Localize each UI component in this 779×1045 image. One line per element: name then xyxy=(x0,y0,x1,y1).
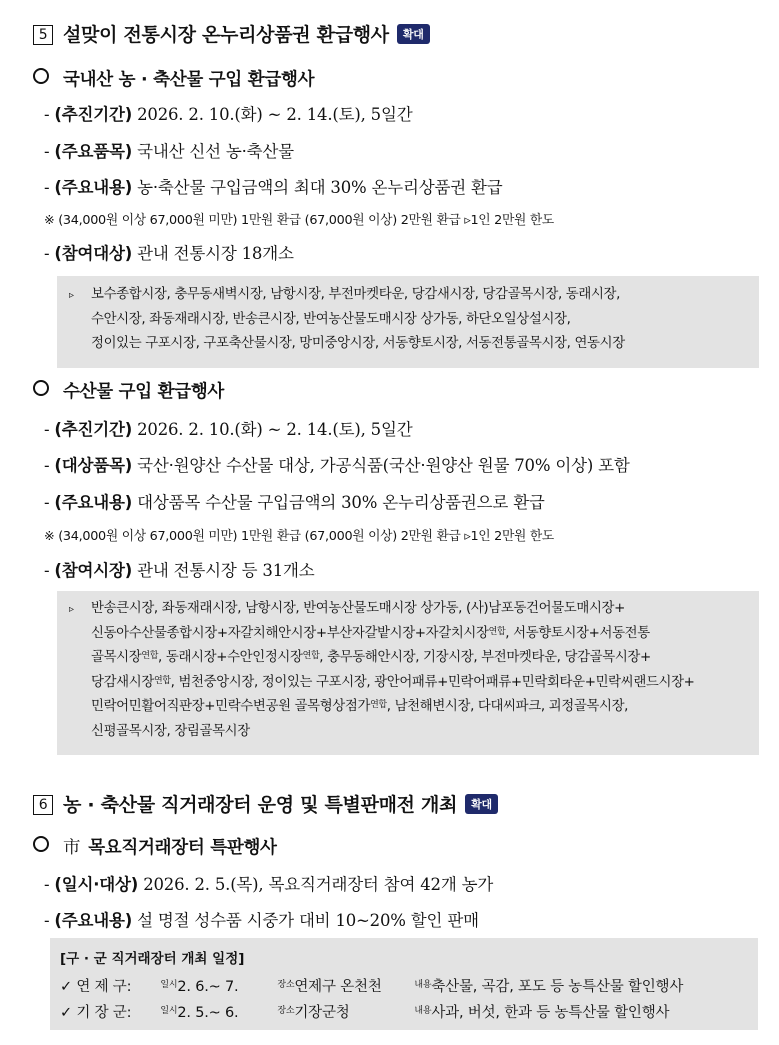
market-line: 신평골목시장, 장림골목시장 xyxy=(91,723,250,739)
subsection-thursday-market xyxy=(33,834,277,859)
label: (일시·대상) xyxy=(54,875,139,894)
date-sup: 일시 xyxy=(160,980,178,990)
value: 국내산 신선 농·축산물 xyxy=(137,142,294,161)
district: 기 장 군: xyxy=(76,1005,132,1021)
schedule-box xyxy=(50,938,758,1030)
date: 2. 5.~ 6. xyxy=(177,1005,239,1021)
alliance-sup: 연합 xyxy=(153,675,171,686)
bullet-items: - (대상품목) 국산·원양산 수산물 대상, 가공식품(국산·원양산 원물 70% 이상) 포함 xyxy=(44,456,630,475)
bullet-content: - (주요내용) 농·축산물 구입금액의 최대 30% 온누리상품권 환급 xyxy=(44,178,503,197)
schedule-row xyxy=(60,974,683,1000)
circle-bullet-icon xyxy=(33,380,49,396)
section-title-text: 농 · 축산물 직거래장터 운영 및 특별판매전 개최 xyxy=(63,794,458,816)
section-title-text: 설맞이 전통시장 온누리상품권 환급행사 xyxy=(63,24,389,46)
section-number: 5 xyxy=(33,25,53,45)
refund-note xyxy=(44,209,554,228)
label: (추진기간) xyxy=(54,105,133,124)
subsection-title: 목요직거래장터 특판행사 xyxy=(88,838,277,858)
city-prefix: 市 xyxy=(63,838,81,858)
place: 연제구 온천천 xyxy=(294,979,382,995)
value: 국산·원양산 수산물 대상, 가공식품(국산·원양산 원물 70% 이상) 포함 xyxy=(137,456,630,475)
place: 기장군청 xyxy=(294,1005,350,1021)
section-5-title xyxy=(33,20,430,47)
subsection-agri-refund xyxy=(33,66,314,91)
market-line: ▹ 반송큰시장, 좌동재래시장, 남항시장, 반여농산물도매시장 상가동, (사)남포동건어물도매시장+ xyxy=(69,597,625,623)
bullet-content: - (주요내용) 대상품목 수산물 구입금액의 30% 온누리상품권으로 환급 xyxy=(44,493,545,512)
place-sup: 장소 xyxy=(277,980,295,990)
content-sup: 내용 xyxy=(414,980,432,990)
market-line: 민락어민활어직판장+민락수변공원 골목형상점가$^{연합}$, 남천해변시장, 다대씨파크, 괴정골목시장, xyxy=(91,699,629,714)
check-icon: ✓ xyxy=(60,979,72,995)
alliance-sup: 연합 xyxy=(302,651,320,661)
section-number: 6 xyxy=(33,795,53,815)
value: 관내 전통시장 18개소 xyxy=(137,244,294,263)
market-line: 정이있는 구포시장, 구포축산물시장, 망미중앙시장, 서동향토시장, 서동전통골목시장, 연동시장 xyxy=(91,336,625,351)
market-line: 신동아수산물종합시장+자갈치해안시장+부산자갈밭시장+자갈치시장$^{연합}$, 서동향토시장+서동전통 xyxy=(91,625,650,641)
expand-badge: 확대 xyxy=(465,794,498,814)
expand-badge: 확대 xyxy=(397,24,430,44)
bullet-date: - (일시·대상) 2026. 2. 5.(목), 목요직거래장터 참여 42개 농가 xyxy=(44,875,494,894)
market-list-box-2 xyxy=(57,591,759,755)
subsection-fish-refund xyxy=(33,378,224,403)
label: (참여시장) xyxy=(54,561,133,580)
bullet-content: - (주요내용) 설 명절 성수품 시중가 대비 10~20% 할인 판매 xyxy=(44,911,479,930)
district: 연 제 구: xyxy=(76,979,132,995)
bullet-period: - (추진기간) 2026. 2. 10.(화) ~ 2. 14.(토), 5일간 xyxy=(44,420,413,439)
value: 2026. 2. 5.(목), 목요직거래장터 참여 42개 농가 xyxy=(143,875,494,894)
date: 2. 6.~ 7. xyxy=(177,979,239,995)
label: (주요품목) xyxy=(54,142,133,161)
market-list-box-1 xyxy=(57,276,759,368)
refund-note xyxy=(44,525,554,544)
alliance-sup: 연합 xyxy=(370,700,387,710)
triangle-bullet-icon: ▹ xyxy=(69,290,74,301)
bullet-period: - (추진기간) 2026. 2. 10.(화) ~ 2. 14.(토), 5일간 xyxy=(44,105,413,124)
market-line: ▹ 보수종합시장, 충무동새벽시장, 남항시장, 부전마켓타운, 당감새시장, 당감골목시장, 동래시장, xyxy=(69,283,620,309)
alliance-sup: 연합 xyxy=(141,651,159,661)
value: 2026. 2. 10.(화) ~ 2. 14.(토), 5일간 xyxy=(137,105,413,124)
date-sup: 일시 xyxy=(160,1006,178,1016)
schedule-title: [구 · 군 직거래장터 개최 일정] xyxy=(60,951,245,967)
circle-bullet-icon xyxy=(33,68,49,84)
label: (대상품목) xyxy=(54,456,133,475)
label: (주요내용) xyxy=(54,178,133,197)
alliance-sup: 연합 xyxy=(488,626,506,637)
label: (추진기간) xyxy=(54,420,133,439)
market-line: 골목시장$^{연합}$, 동래시장+수안인정시장$^{연합}$, 충무동해안시장, 기장시장, 부전마켓타운, 당감골목시장+ xyxy=(91,650,651,665)
market-line: 수안시장, 좌동재래시장, 반송큰시장, 반여농산물도매시장 상가동, 하단오일상설시장, xyxy=(91,311,571,327)
subsection-title: 수산물 구입 환급행사 xyxy=(63,382,225,402)
value: 농·축산물 구입금액의 최대 30% 온누리상품권 환급 xyxy=(137,178,503,197)
label: (주요내용) xyxy=(54,911,133,930)
schedule-row xyxy=(60,1000,669,1026)
section-6-title xyxy=(33,790,498,817)
value: 2026. 2. 10.(화) ~ 2. 14.(토), 5일간 xyxy=(137,420,413,439)
note-text: (34,000원 이상 67,000원 미만) 1만원 환급 (67,000원 이상) 2만원 환급 ▹1인 2만원 한도 xyxy=(58,529,554,544)
value: 관내 전통시장 등 31개소 xyxy=(137,561,315,580)
content-sup: 내용 xyxy=(414,1006,432,1016)
market-line: 당감새시장$^{연합}$, 범천중앙시장, 정이있는 구포시장, 광안어패류+민락어패류+민락회타운+민락씨랜드시장+ xyxy=(91,674,695,690)
note-mark: ※ xyxy=(44,529,55,544)
note-text: (34,000원 이상 67,000원 미만) 1만원 환급 (67,000원 이상) 2만원 환급 ▹1인 2만원 한도 xyxy=(58,213,554,228)
value: 설 명절 성수품 시중가 대비 10~20% 할인 판매 xyxy=(137,911,479,930)
subsection-title: 국내산 농 · 축산물 구입 환급행사 xyxy=(63,70,315,90)
check-icon: ✓ xyxy=(60,1005,72,1021)
bullet-items: - (주요품목) 국내산 신선 농·축산물 xyxy=(44,142,294,161)
bullet-target: - (참여시장) 관내 전통시장 등 31개소 xyxy=(44,561,315,580)
place-sup: 장소 xyxy=(277,1006,295,1016)
triangle-bullet-icon: ▹ xyxy=(69,604,74,615)
label: (참여대상) xyxy=(54,244,133,263)
note-mark: ※ xyxy=(44,213,55,228)
content: 사과, 버섯, 한과 등 농특산물 할인행사 xyxy=(431,1005,670,1021)
value: 대상품목 수산물 구입금액의 30% 온누리상품권으로 환급 xyxy=(137,493,545,512)
circle-bullet-icon xyxy=(33,836,49,852)
content: 축산물, 곡감, 포도 등 농특산물 할인행사 xyxy=(431,979,684,995)
bullet-target: - (참여대상) 관내 전통시장 18개소 xyxy=(44,244,294,263)
label: (주요내용) xyxy=(54,493,133,512)
